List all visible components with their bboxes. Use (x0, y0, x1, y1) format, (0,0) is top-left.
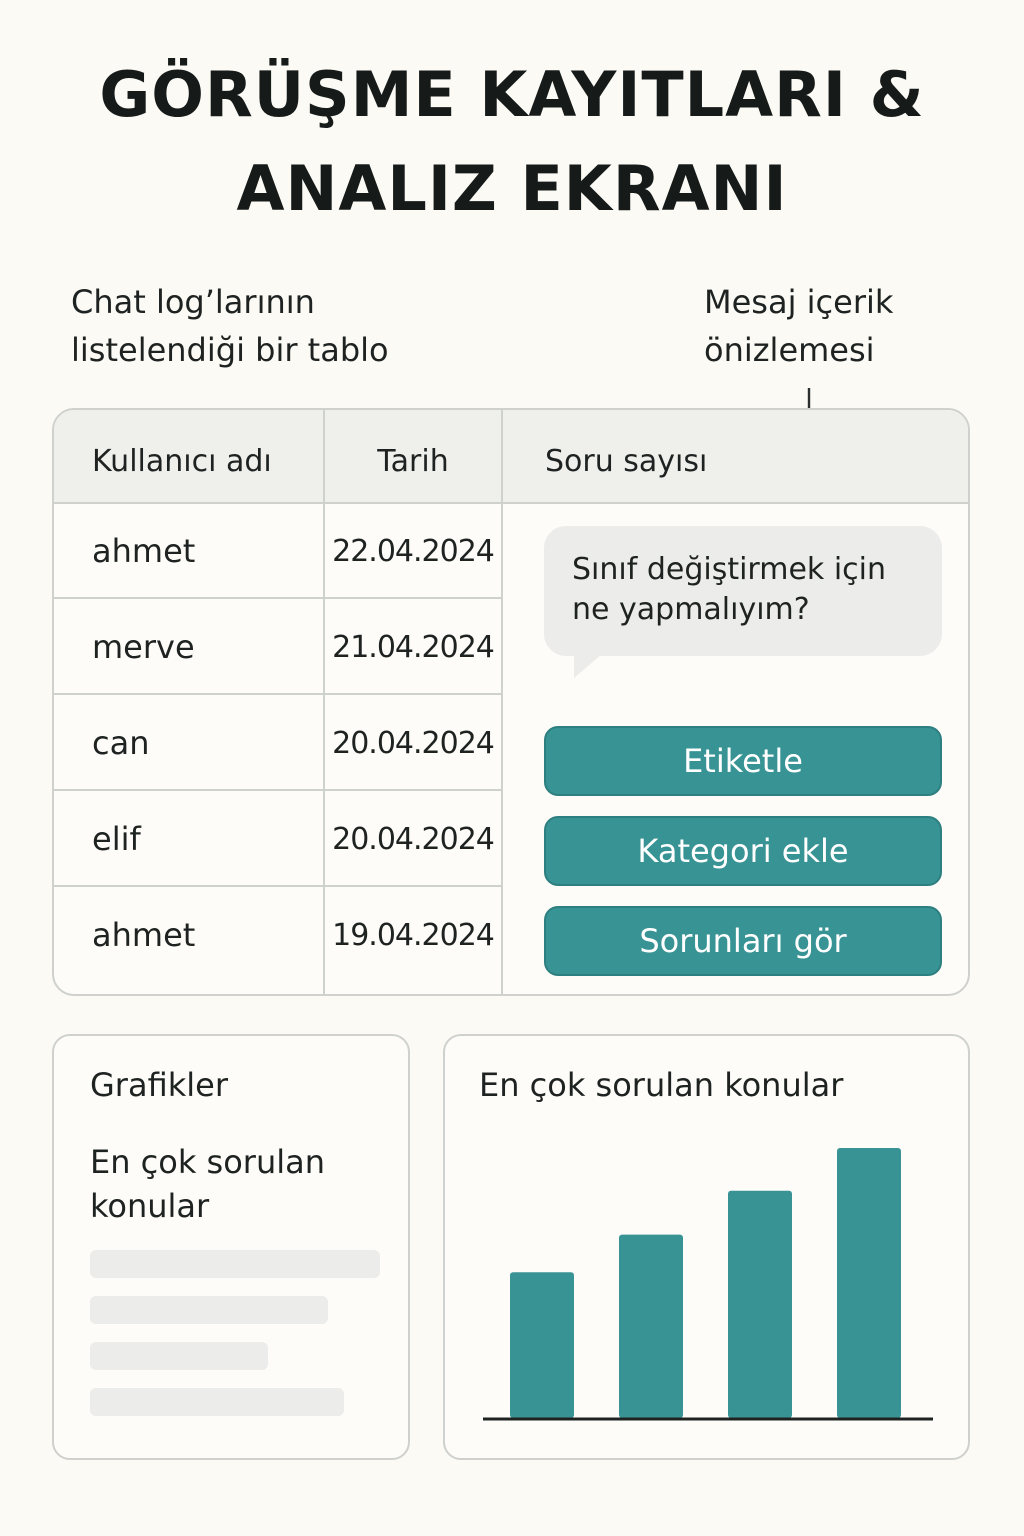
table-annotation-line-2: listelendiği bir tablo (71, 331, 389, 369)
preview-annotation (704, 278, 893, 374)
table-row[interactable] (54, 696, 503, 791)
table-row[interactable] (54, 888, 503, 983)
cell-username: ahmet (92, 916, 196, 954)
chat-log-table (52, 408, 970, 996)
cell-date: 19.04.2024 (332, 918, 494, 953)
chart-panel (443, 1034, 970, 1460)
cell-username: can (92, 724, 150, 762)
cell-username: ahmet (92, 532, 196, 570)
table-row[interactable] (54, 792, 503, 887)
column-header-question-count[interactable]: Soru sayısı (545, 444, 708, 479)
table-header (54, 410, 968, 504)
view-issues-button[interactable]: Sorunları gör (544, 906, 942, 976)
table-annotation (71, 278, 389, 374)
graphs-panel (52, 1034, 410, 1460)
cell-username: elif (92, 820, 141, 858)
chart-bar (728, 1191, 792, 1418)
add-category-button[interactable]: Kategori ekle (544, 816, 942, 886)
placeholder-bar (90, 1296, 328, 1324)
chart-bar (837, 1148, 901, 1418)
page-title-line-2: ANALIZ EKRANI (236, 152, 788, 225)
chart-bar (510, 1272, 574, 1418)
preview-annotation-line-2: önizlemesi (704, 331, 875, 369)
placeholder-bar (90, 1250, 380, 1278)
graphs-panel-heading: Grafikler (90, 1066, 228, 1104)
message-preview-bubble (544, 526, 942, 656)
cell-username: merve (92, 628, 195, 666)
cell-date: 20.04.2024 (332, 822, 494, 857)
cell-date: 20.04.2024 (332, 726, 494, 761)
graphs-panel-subheading: En çok sorulan konular (90, 1143, 326, 1225)
message-preview-text: Sınıf değiştirmek için ne yapmalıyım? (572, 552, 887, 627)
table-row[interactable] (54, 600, 503, 695)
cell-date: 21.04.2024 (332, 630, 494, 665)
chart-title: En çok sorulan konular (479, 1066, 844, 1104)
table-annotation-line-1: Chat log’larının (71, 283, 315, 321)
chart-bar (619, 1235, 683, 1418)
cell-date: 22.04.2024 (332, 534, 494, 569)
placeholder-bar (90, 1388, 344, 1416)
column-header-username[interactable]: Kullanıcı adı (92, 444, 272, 479)
tag-button[interactable]: Etiketle (544, 726, 942, 796)
placeholder-bar (90, 1342, 268, 1370)
bubble-tail-icon (574, 654, 602, 678)
column-header-date[interactable]: Tarih (377, 444, 449, 479)
bar-chart (445, 1036, 968, 1458)
table-row[interactable] (54, 504, 503, 599)
preview-annotation-line-1: Mesaj içerik (704, 283, 894, 321)
page-title-line-1: GÖRÜŞME KAYITLARI & (99, 58, 925, 131)
